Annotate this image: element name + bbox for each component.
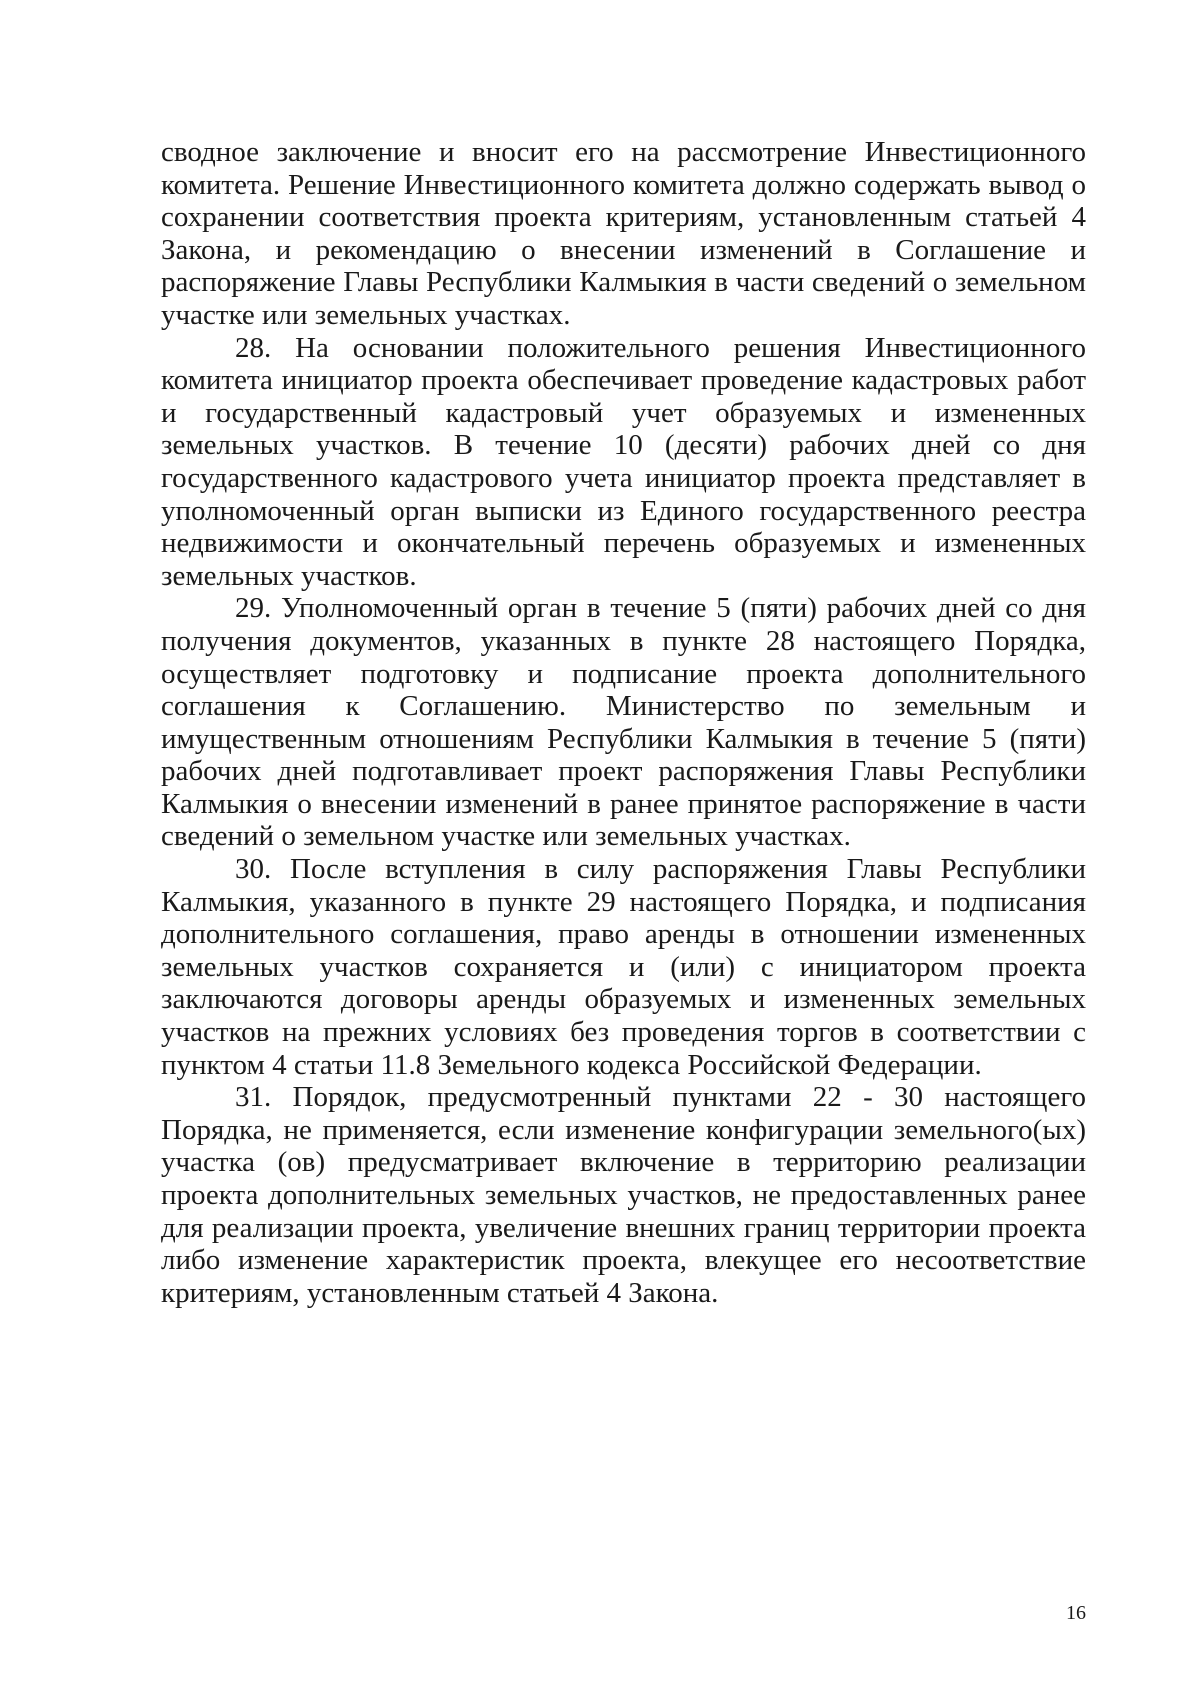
paragraph-30: 30. После вступления в силу распоряжения Главы Республики Калмыкия, указанного в пункте 29 настоящего Порядка, и подписания дополнительного соглашения, право аренды в отношении измененных земельных участков сохраняется и (или) с инициатором проекта заключаются договоры аренды образуемых и измененных земельных участков на прежних условиях без проведения торгов в соответствии с пунктом 4 статьи 11.8 Земельного кодекса Российской Федерации. — [161, 853, 1086, 1081]
document-body — [161, 136, 1086, 1309]
paragraph-continuation: сводное заключение и вносит его на рассмотрение Инвестиционного комитета. Решение Инвестиционного комитета должно содержать вывод о сохранении соответствия проекта критериям, установленным статьей 4 Закона, и рекомендацию о внесении изменений в Соглашение и распоряжение Главы Республики Калмыкия в части сведений о земельном участке или земельных участках. — [161, 136, 1086, 331]
page-number: 16 — [1066, 1602, 1086, 1624]
paragraph-31: 31. Порядок, предусмотренный пунктами 22 - 30 настоящего Порядка, не применяется, если изменение конфигурации земельного(ых) участка (ов) предусматривает включение в территорию реализации проекта дополнительных земельных участков, не предоставленных ранее для реализации проекта, увеличение внешних границ территории проекта либо изменение характеристик проекта, влекущее его несоответствие критериям, установленным статьей 4 Закона. — [161, 1081, 1086, 1309]
paragraph-29: 29. Уполномоченный орган в течение 5 (пяти) рабочих дней со дня получения документов, указанных в пункте 28 настоящего Порядка, осуществляет подготовку и подписание проекта дополнительного соглашения к Соглашению. Министерство по земельным и имущественным отношениям Республики Калмыкия в течение 5 (пяти) рабочих дней подготавливает проект распоряжения Главы Республики Калмыкия о внесении изменений в ранее принятое распоряжение в части сведений о земельном участке или земельных участках. — [161, 592, 1086, 853]
paragraph-28: 28. На основании положительного решения Инвестиционного комитета инициатор проекта обеспечивает проведение кадастровых работ и государственный кадастровый учет образуемых и измененных земельных участков. В течение 10 (десяти) рабочих дней со дня государственного кадастрового учета инициатор проекта представляет в уполномоченный орган выписки из Единого государственного реестра недвижимости и окончательный перечень образуемых и измененных земельных участков. — [161, 331, 1086, 592]
